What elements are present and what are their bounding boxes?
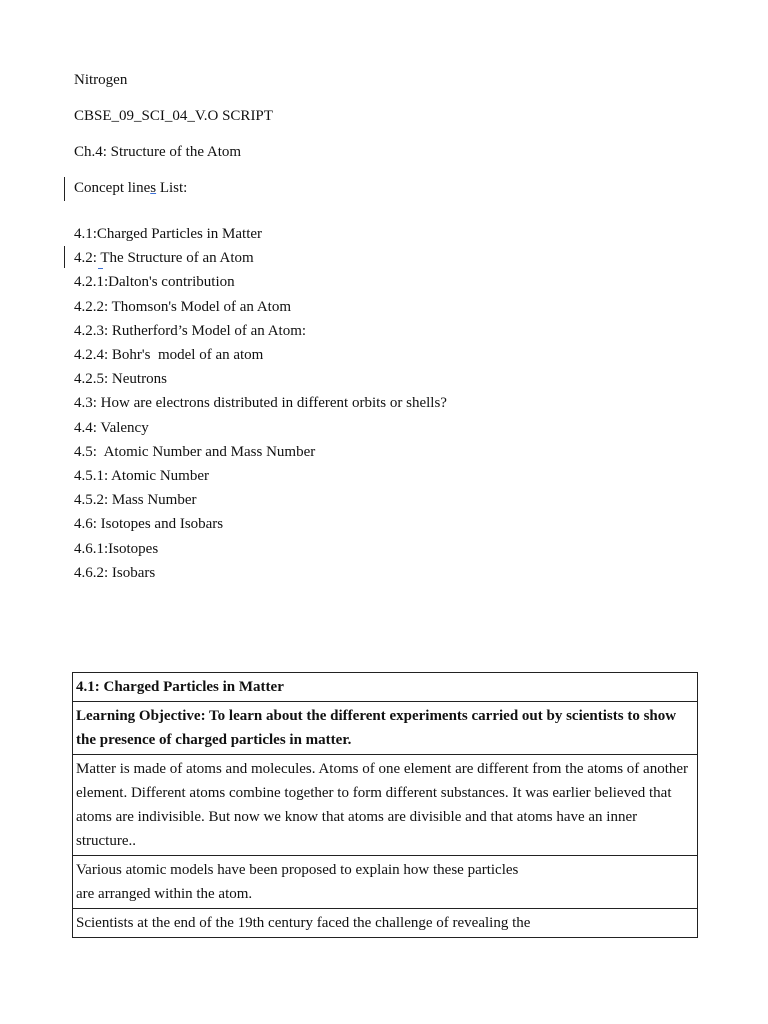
- doc-line-concept-heading[interactable]: [74, 178, 187, 198]
- table-row: [73, 856, 698, 909]
- list-item: 4.4: Valency: [74, 419, 149, 436]
- table-heading-cell: 4.1: Charged Particles in Matter: [73, 673, 698, 702]
- list-item: 4.6.2: Isobars: [74, 564, 156, 581]
- table-row: [73, 673, 698, 702]
- list-item: 4.6: Isotopes and Isobars: [74, 516, 224, 533]
- table-row: [73, 909, 698, 938]
- list-item: 4.1:Charged Particles in Matter: [74, 226, 263, 242]
- doc-line-chapter-title: Ch.4: Structure of the Atom: [74, 144, 242, 160]
- list-item: 4.6.1:Isotopes: [74, 540, 159, 557]
- atomic-models-line-1: Various atomic models have been proposed to explain how these particles: [76, 862, 519, 878]
- list-item: 4.2.3: Rutherford’s Model of an Atom:: [74, 322, 307, 339]
- change-bar: [64, 246, 65, 268]
- concept-list: [74, 222, 447, 585]
- doc-line-nitrogen: Nitrogen: [74, 72, 128, 88]
- list-item: 4.2.5: Neutrons: [74, 371, 167, 388]
- atomic-models-line-2: are arranged within the atom.: [76, 886, 253, 902]
- table-row: [73, 755, 698, 856]
- matter-paragraph-cell: Matter is made of atoms and molecules. Atoms of one element are different from the atoms of another element. Different atoms combine together to form different substances. It was earlier believed that atoms are indivisible. But now we know that atoms are divisible and that atoms have an inner structure..: [73, 755, 698, 856]
- learning-objective-cell: Learning Objective: To learn about the different experiments carried out by scientists to show the presence of charged particles in matter.: [73, 702, 698, 755]
- list-item: 4.2.1:Dalton's contribution: [74, 274, 235, 291]
- list-item: 4.5: Atomic Number and Mass Number: [74, 443, 316, 460]
- scientists-paragraph-cell: Scientists at the end of the 19th century faced the challenge of revealing the: [73, 909, 698, 938]
- list-item: 4.5.2: Mass Number: [74, 492, 197, 509]
- atomic-models-cell: [73, 856, 698, 909]
- concept-heading-spellcheck-mark: s: [150, 180, 157, 196]
- table-row: [73, 702, 698, 755]
- list-item: 4.2.4: Bohr's model of an atom: [74, 347, 264, 364]
- text-cursor-bar: [64, 177, 65, 201]
- concept-heading-suffix: List:: [156, 180, 188, 196]
- section-table: [72, 672, 698, 938]
- list-item: 4.2.2: Thomson's Model of an Atom: [74, 298, 292, 315]
- list-item: 4.5.1: Atomic Number: [74, 468, 209, 485]
- list-item: 4.2: The Structure of an Atom: [74, 250, 254, 267]
- list-item: 4.3: How are electrons distributed in different orbits or shells?: [74, 395, 447, 412]
- concept-heading-prefix: Concept line: [74, 180, 151, 196]
- doc-line-script-code: CBSE_09_SCI_04_V.O SCRIPT: [74, 108, 273, 124]
